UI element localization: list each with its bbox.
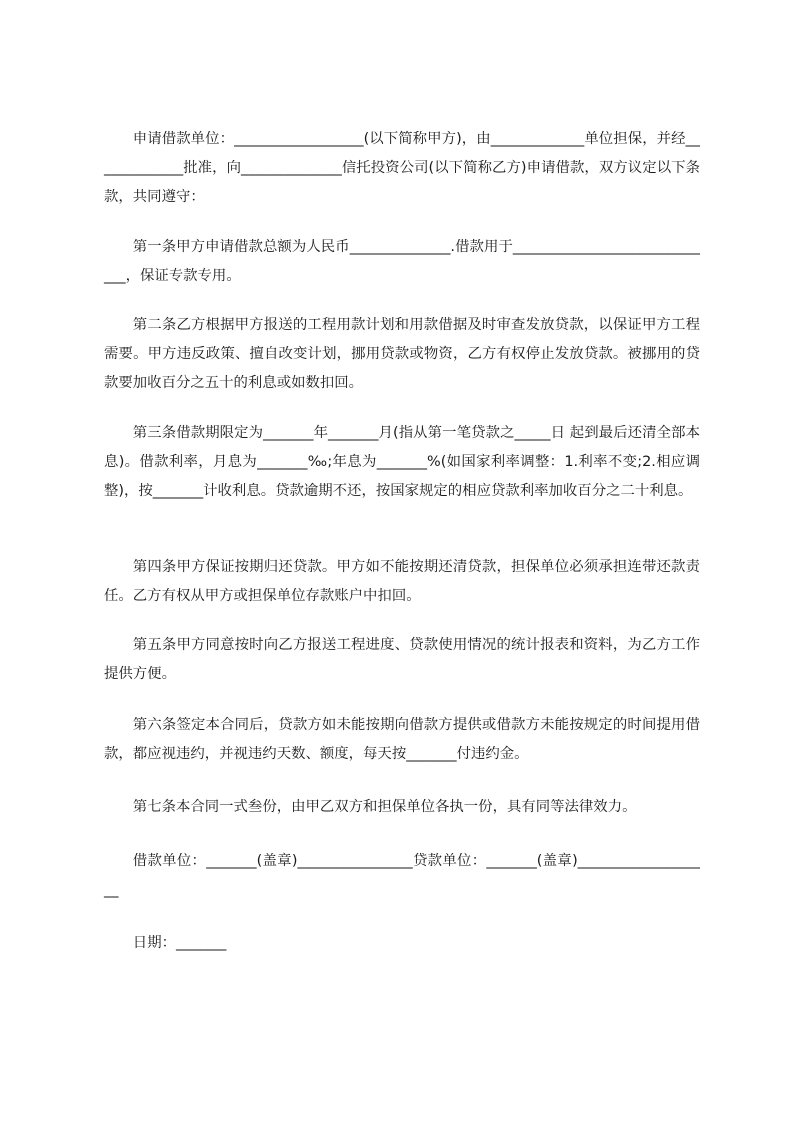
paragraph-article-5: 第五条甲方同意按时向乙方报送工程进度、贷款使用情况的统计报表和资料，为乙方工作提供方便。 (104, 637, 700, 682)
paragraph-article-7: 第七条本合同一式叁份，由甲乙双方和担保单位各执一份，具有同等法律效力。 (132, 799, 637, 815)
paragraph-preamble: 申请借款单位：__________________(以下简称甲方)，由_____________单位担保，并经_____________批准，向______________信托投资公司(以下简称乙方)申请借款，双方议定以下条款，共同遵守： (104, 131, 700, 205)
paragraph-article-4: 第四条甲方保证按期归还贷款。甲方如不能按期还清贷款，担保单位必须承担连带还款责任。乙方有权从甲方或担保单位存款账户中扣回。 (104, 559, 700, 604)
paragraph-article-1: 第一条甲方申请借款总额为人民币______________.借款用于_____________________________，保证专款专用。 (104, 239, 700, 284)
paragraph-article-3: 第三条借款期限定为_______年_______月(指从第一笔贷款之_____日 起到最后还清全部本息)。借款利率，月息为_______‰;年息为_______%(如国家利率调整：1.利率不变;2.相应调整)，按_______计收利息。贷款逾期不还，按国家规定的相应贷款利率加收百分之二十利息。 (104, 425, 700, 499)
signature-line: 借款单位：_______(盖章)________________贷款单位：_______(盖章)___________________ (104, 853, 700, 898)
paragraph-article-2: 第二条乙方根据甲方报送的工程用款计划和用款借据及时审查发放贷款，以保证甲方工程需要。甲方违反政策、擅自改变计划，挪用贷款或物资，乙方有权停止发放贷款。被挪用的贷款要加收百分之五十的利息或如数扣回。 (104, 317, 700, 391)
date-line: 日期：_______ (132, 935, 227, 951)
paragraph-article-6: 第六条签定本合同后，贷款方如未能按期向借款方提供或借款方未能按规定的时间提用借款，都应视违约，并视违约天数、额度，每天按_______付违约金。 (104, 717, 700, 762)
